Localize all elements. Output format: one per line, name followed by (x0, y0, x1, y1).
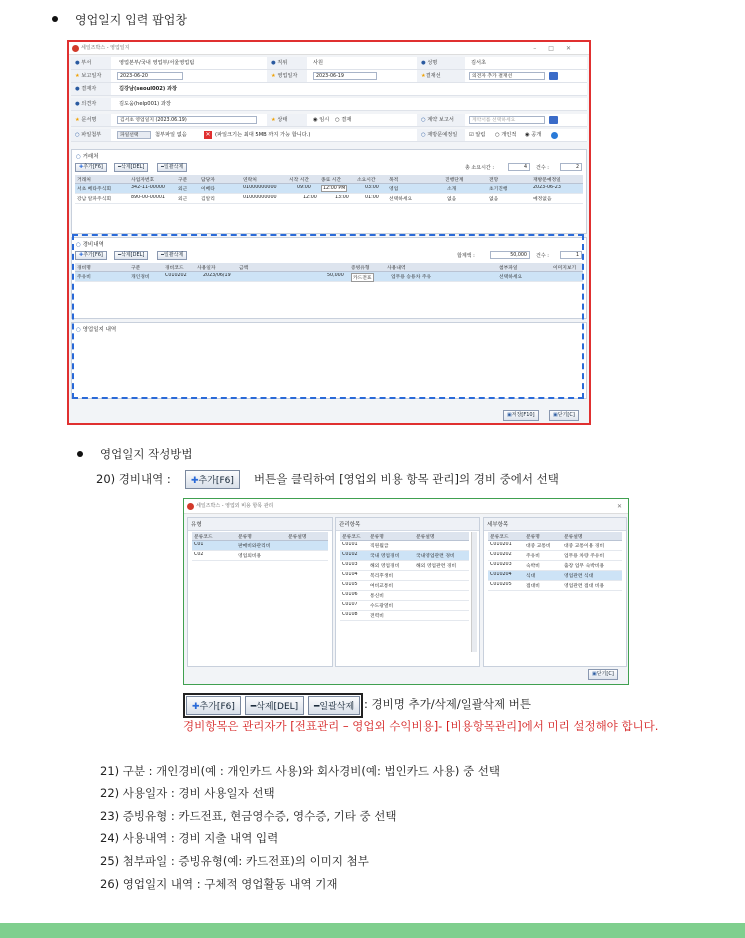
cell: C0105 (342, 582, 358, 587)
expense-bulk-delete-button[interactable]: ━일괄삭제 (157, 251, 187, 260)
client-grid (75, 175, 583, 204)
bullet-icon (77, 451, 83, 457)
col-usage: 사용내역 (387, 266, 406, 271)
client-count-label: 건수 : (536, 165, 549, 171)
expense-add-button[interactable]: ✚추가[F6] (75, 251, 107, 260)
legend-delete-button: ━삭제[DEL] (245, 696, 304, 715)
status-radio-approve[interactable]: ○ 결재 (335, 117, 352, 123)
doc-name-label: 문서명 (81, 117, 97, 123)
detail-pane-title: 세부항목 (484, 518, 626, 531)
col-outlook: 전망 (489, 178, 499, 183)
status-label: 상태 (277, 117, 288, 123)
client-count-value: 2 (560, 163, 582, 171)
legend-bulk-delete-button: ━일괄삭제 (308, 696, 360, 715)
delete-icon[interactable]: ✕ (205, 131, 211, 138)
col-purpose: 목적 (389, 178, 399, 183)
col-code: 분류코드 (342, 535, 361, 540)
step-22: 22) 사용일자 : 경비 사용일자 선택 (100, 786, 275, 800)
attach-note: (파일크기는 최대 5MB 까지 가능 합니다.) (215, 132, 311, 138)
col-end: 종료 시간 (321, 178, 342, 183)
expense-count-value: 1 (560, 251, 582, 259)
total-time-label: 총 소요시간 : (465, 165, 495, 171)
legend-add-button: ✚추가[F6] (186, 696, 241, 715)
row-attach: ○ 파일첨부 파일선택 첨부파일 없음 ✕ (파일크기는 최대 5MB 까지 가능 합니다.) ○ 재방문예정일 ☑ 알림 ○ 개인적 ◉ 공개 (71, 129, 587, 142)
cell: 통신비 (370, 594, 384, 599)
cell: C0104 (342, 572, 358, 577)
expense-popup-titlebar (184, 499, 628, 514)
minus-icon: ━ (314, 702, 320, 712)
section2-title: 영업일지 작성방법 (100, 447, 193, 461)
mgmt-pane-title: 관리항목 (336, 518, 479, 531)
step-24: 24) 사용내역 : 경비 지출 내역 입력 (100, 831, 279, 845)
col-expense-name: 경비명 (77, 266, 91, 271)
list-item[interactable] (340, 611, 469, 621)
cell: C010204 (490, 572, 512, 577)
status-radio-temp[interactable]: ◉ 임시 (313, 117, 330, 123)
minus-icon: ━ (118, 164, 122, 170)
col-start: 시작 시간 (289, 178, 310, 183)
window-close-icon[interactable]: ✕ (616, 503, 622, 510)
dot-icon: ● (75, 60, 80, 66)
col-bizno: 사업자번호 (131, 178, 155, 183)
approver-value: 김강남(seoul002) 과장 (119, 86, 178, 92)
diary-section-title: 영업일지 내역 (82, 327, 117, 333)
report-date-input[interactable]: 2023-06-20 (117, 72, 183, 80)
footer-bar (0, 923, 745, 938)
cell: 전력비 (370, 614, 384, 619)
attach-none-text: 첨부파일 없음 (155, 132, 187, 138)
opinion-label: 의견자 (81, 101, 97, 107)
client-section-title: 거래처 (82, 154, 99, 160)
notify-checkbox[interactable]: ☑ 알림 (469, 132, 486, 138)
step20-prefix: 20) 경비내역 : (96, 472, 171, 486)
client-row[interactable]: 서초 베타주식회 342-11-00000 외근 이베타 01000000000 09:00 12:00 PM 03:00 영업 소개 초기진행 2023-06-23 (75, 184, 583, 194)
col-stage: 진행단계 (445, 178, 464, 183)
col-code: 분류코드 (194, 535, 213, 540)
public-radio[interactable]: ◉ 공개 (525, 132, 542, 138)
plus-icon: ✚ (79, 252, 84, 258)
list-item[interactable] (340, 591, 469, 601)
list-item[interactable] (340, 601, 469, 611)
expense-section: ○ 경비내역 ✚추가[F6] ━삭제[DEL] ━일괄삭제 합계액 : 50,000 건수 : 1 경비명 구분 경비코드 사용일자 금액 증빙유형 사용내역 첨부파일 이미지보기 주유비 개인경비 C010202 2023/06/19 50,000 카드전표 업무용 승용차 주유 선택하세요 (71, 237, 587, 319)
cell: 대중 교통비 (526, 544, 551, 549)
col-proof-type: 증빙유형 (351, 266, 370, 271)
attach-label: 파일첨부 (81, 132, 102, 138)
scrollbar[interactable] (471, 532, 477, 652)
cell: 국내영업관련 경비 (416, 554, 455, 559)
minus-icon: ━ (161, 252, 165, 258)
button-legend-desc: : 경비명 추가/삭제/일괄삭제 버튼 (364, 697, 532, 711)
cell: 숙박비 (526, 564, 540, 569)
row-approver: ● 결재자 김강남(seoul002) 과장 (71, 83, 587, 96)
cell: 영업관련 식대 (564, 574, 594, 579)
col-expense-type: 구분 (131, 266, 141, 271)
list-item[interactable] (340, 571, 469, 581)
name-label: 성명 (427, 60, 438, 66)
star-icon: ★ (75, 73, 80, 79)
expense-popup-close-button[interactable]: ▣닫기[C] (588, 669, 618, 680)
cell: 접대비 (526, 584, 540, 589)
col-client: 거래처 (77, 178, 91, 183)
col-expense-code: 경비코드 (165, 266, 184, 271)
bullet-icon (52, 16, 58, 22)
col-use-date: 사용일자 (197, 266, 216, 271)
diary-section: ○ 영업일지 내역 (71, 322, 587, 399)
approval-line-label: 결재선 (425, 73, 441, 79)
private-radio[interactable]: ○ 개인적 (495, 132, 517, 138)
cell: 해외 영업관련 경비 (416, 564, 457, 569)
cell: 영업관련 접대 비용 (564, 584, 605, 589)
col-revisit: 재방문예정일 (533, 178, 561, 183)
dept-value: 영업본부/국내 영업부/서울영업팀 (119, 60, 195, 66)
step-26: 26) 영업일지 내역 : 구체적 영업활동 내역 기재 (100, 877, 338, 891)
client-grid-header (75, 175, 583, 184)
approval-line-input[interactable]: 의견자 추가 결재선 (469, 72, 545, 80)
save-icon: ▣ (507, 412, 512, 418)
row-docname: ★ 문서명 김서초 영업일지 (2023.06.19) ★ 상태 ◉ 임시 ○ 결재 ○ 계약 보고서 계약서를 선택하세요 (71, 114, 587, 127)
type-pane-title: 유형 (188, 518, 332, 531)
sum-value: 50,000 (490, 251, 530, 259)
client-delete-button[interactable]: ━삭제[DEL] (114, 163, 148, 172)
client-row[interactable]: 강남 알파주식회 890-00-00001 외근 김알리 01000000000 12:00 13:00 01:00 선택하세요 없음 없음 예정없음 (75, 194, 583, 204)
client-bulk-delete-button[interactable]: ━일괄삭제 (157, 163, 187, 172)
cell: 대중 교통이용 경비 (564, 544, 605, 549)
cell: C0108 (342, 612, 358, 617)
notice-text: 경비항목은 관리자가 [전표관리 – 영업외 수익비용]- [비용항목관리]에서 미리 설정해야 합니다. (183, 719, 659, 733)
app-logo-icon (187, 503, 194, 510)
cell: 여비교통비 (370, 584, 394, 589)
col-desc: 분류설명 (416, 535, 435, 540)
cell: C010202 (490, 552, 512, 557)
col-attachment: 첨부파일 (499, 266, 518, 271)
plus-icon: ✚ (192, 702, 200, 712)
list-item[interactable]: C02 영업외비용 (192, 551, 328, 561)
plus-icon: ✚ (191, 476, 199, 486)
expense-popup-title: 세일즈박스 - 영업외 비용 항목 관리 (196, 503, 274, 509)
step-21: 21) 구분 : 개인경비(예 : 개인카드 사용)와 회사경비(예: 법인카드 사용) 중 선택 (100, 764, 500, 778)
cell: 식대 (526, 574, 536, 579)
name-value: 김서초 (471, 60, 487, 66)
doc-name-input[interactable]: 김서초 영업일지 (2023.06.19) (117, 116, 257, 124)
col-contact: 연락처 (243, 178, 257, 183)
contract-input[interactable]: 계약서를 선택하세요 (469, 116, 545, 124)
minus-icon: ━ (250, 702, 257, 712)
search-icon[interactable] (549, 116, 558, 124)
cell: 수도광열비 (370, 604, 394, 609)
expense-delete-button[interactable]: ━삭제[DEL] (114, 251, 148, 260)
list-item[interactable] (340, 541, 469, 551)
row-opinion: ● 의견자 김도움(help001) 과장 (71, 98, 587, 111)
col-name: 분류명 (370, 535, 384, 540)
expense-section-title: 경비내역 (82, 242, 104, 248)
col-name: 분류명 (238, 535, 252, 540)
cell: C0101 (342, 542, 358, 547)
total-time-value: 4 (508, 163, 530, 171)
sales-date-input[interactable]: 2023-06-19 (313, 72, 377, 80)
type-pane (187, 517, 333, 667)
col-manager: 담당자 (201, 178, 215, 183)
list-item[interactable] (488, 571, 622, 581)
approver-label: 결재자 (81, 86, 97, 92)
cell: C0102 (342, 552, 358, 557)
col-code: 분류코드 (490, 535, 509, 540)
col-duration: 소요시간 (357, 178, 376, 183)
window-controls[interactable]: –□✕ (533, 45, 583, 52)
opinion-value: 김도움(help001) 과장 (119, 101, 171, 107)
revisit-label: 재방문예정일 (427, 132, 458, 138)
plus-icon: ✚ (79, 164, 84, 170)
sales-date-label: 영업일자 (277, 73, 298, 79)
step20-suffix: 버튼을 클릭하여 [영업외 비용 항목 관리]의 경비 중에서 선택 (254, 472, 559, 486)
highlight-box (72, 234, 584, 399)
client-add-button[interactable]: ✚추가[F6] (75, 163, 107, 172)
expense-count-label: 건수 : (536, 253, 549, 259)
mgmt-pane (335, 517, 480, 667)
list-item[interactable] (340, 561, 469, 571)
close-icon: ▣ (553, 412, 558, 418)
cell: C010203 (490, 562, 512, 567)
detail-pane (483, 517, 627, 667)
cell: C010205 (490, 582, 512, 587)
cell: 국내 영업경비 (370, 554, 400, 559)
expense-row[interactable]: 주유비 개인경비 C010202 2023/06/19 50,000 카드전표 업무용 승용차 주유 선택하세요 (75, 272, 583, 282)
col-type: 구분 (178, 178, 188, 183)
client-section: ○ 거래처 ✚추가[F6] ━삭제[DEL] ━일괄삭제 총 소요시간 : 4 건수 : 2 거래처 사업자번호 구분 담당자 연락처 시작 시간 종료 시간 소요시간 목적 진행단계 전망 재방문예정일 서초 베타주식회 342-11-00000 외근 이베타 01000000000 09:00 12:00 PM 03:00 영업 소개 초기진행 2023-06-23 강남 알파주식회 890-00-00001 외근 김알리 01000000000 12:00 13:00 01:00 선택하세요 없음 없음 예정없음 (71, 149, 587, 234)
list-item[interactable] (488, 541, 622, 551)
list-item[interactable] (340, 551, 469, 561)
section1-title: 영업일지 입력 팝업창 (75, 13, 187, 27)
minus-icon: ━ (118, 252, 122, 258)
popup-titlebar (69, 42, 589, 55)
file-select-button[interactable]: 파일선택 (117, 131, 151, 139)
close-button[interactable]: ▣닫기[C] (549, 410, 579, 421)
cell: C0107 (342, 602, 358, 607)
app-logo-icon (72, 45, 79, 52)
sum-label: 합계액 : (457, 253, 475, 259)
cell: 해외 영업경비 (370, 564, 400, 569)
dept-label: 부서 (81, 60, 92, 66)
contract-label: 계약 보고서 (427, 117, 454, 123)
save-button[interactable]: ▣저장[F10] (503, 410, 539, 421)
expense-category-popup (183, 498, 629, 685)
position-value: 사원 (313, 60, 324, 66)
cell: C0103 (342, 562, 358, 567)
col-name: 분류명 (526, 535, 540, 540)
report-date-label: 보고일자 (81, 73, 102, 79)
col-image-view: 이미지보기 (553, 266, 577, 271)
cell: 주유비 (526, 554, 540, 559)
list-item[interactable] (488, 551, 622, 561)
popup-title: 세일즈박스 - 영업일지 (81, 45, 130, 51)
row-dept: ● 부서 영업본부/국내 영업부/서울영업팀 ● 직위 사원 ● 성명 김서초 (71, 57, 587, 70)
close-icon: ▣ (592, 671, 597, 677)
cell: C010201 (490, 542, 512, 547)
position-label: 직위 (277, 60, 288, 66)
cell: 복리후생비 (370, 574, 394, 579)
cell: 직원월급 (370, 544, 389, 549)
step20-add-button: ✚추가[F6] (185, 470, 240, 489)
col-desc: 분류설명 (288, 535, 307, 540)
step-23: 23) 증빙유형 : 카드전표, 현금영수증, 영수증, 기타 중 선택 (100, 809, 397, 823)
sales-diary-popup (67, 40, 591, 425)
list-item[interactable] (488, 581, 622, 591)
cell: C0106 (342, 592, 358, 597)
col-amount: 금액 (239, 266, 249, 271)
cell: 출장 업무 숙박비용 (564, 564, 605, 569)
button-legend (183, 693, 363, 718)
list-item[interactable] (488, 561, 622, 571)
minus-icon: ━ (161, 164, 165, 170)
list-item[interactable]: C01 판매비와관리비 (192, 541, 328, 551)
list-item[interactable] (340, 581, 469, 591)
globe-icon (551, 132, 558, 139)
row-dates: ★ 보고일자 2023-06-20 ★ 영업일자 2023-06-19 ★결재선 의견자 추가 결재선 (71, 70, 587, 83)
col-desc: 분류설명 (564, 535, 583, 540)
search-icon[interactable] (549, 72, 558, 80)
step-25: 25) 첨부파일 : 증빙유형(예: 카드전표)의 이미지 첨부 (100, 854, 369, 868)
cell: 업무용 차량 주유비 (564, 554, 605, 559)
